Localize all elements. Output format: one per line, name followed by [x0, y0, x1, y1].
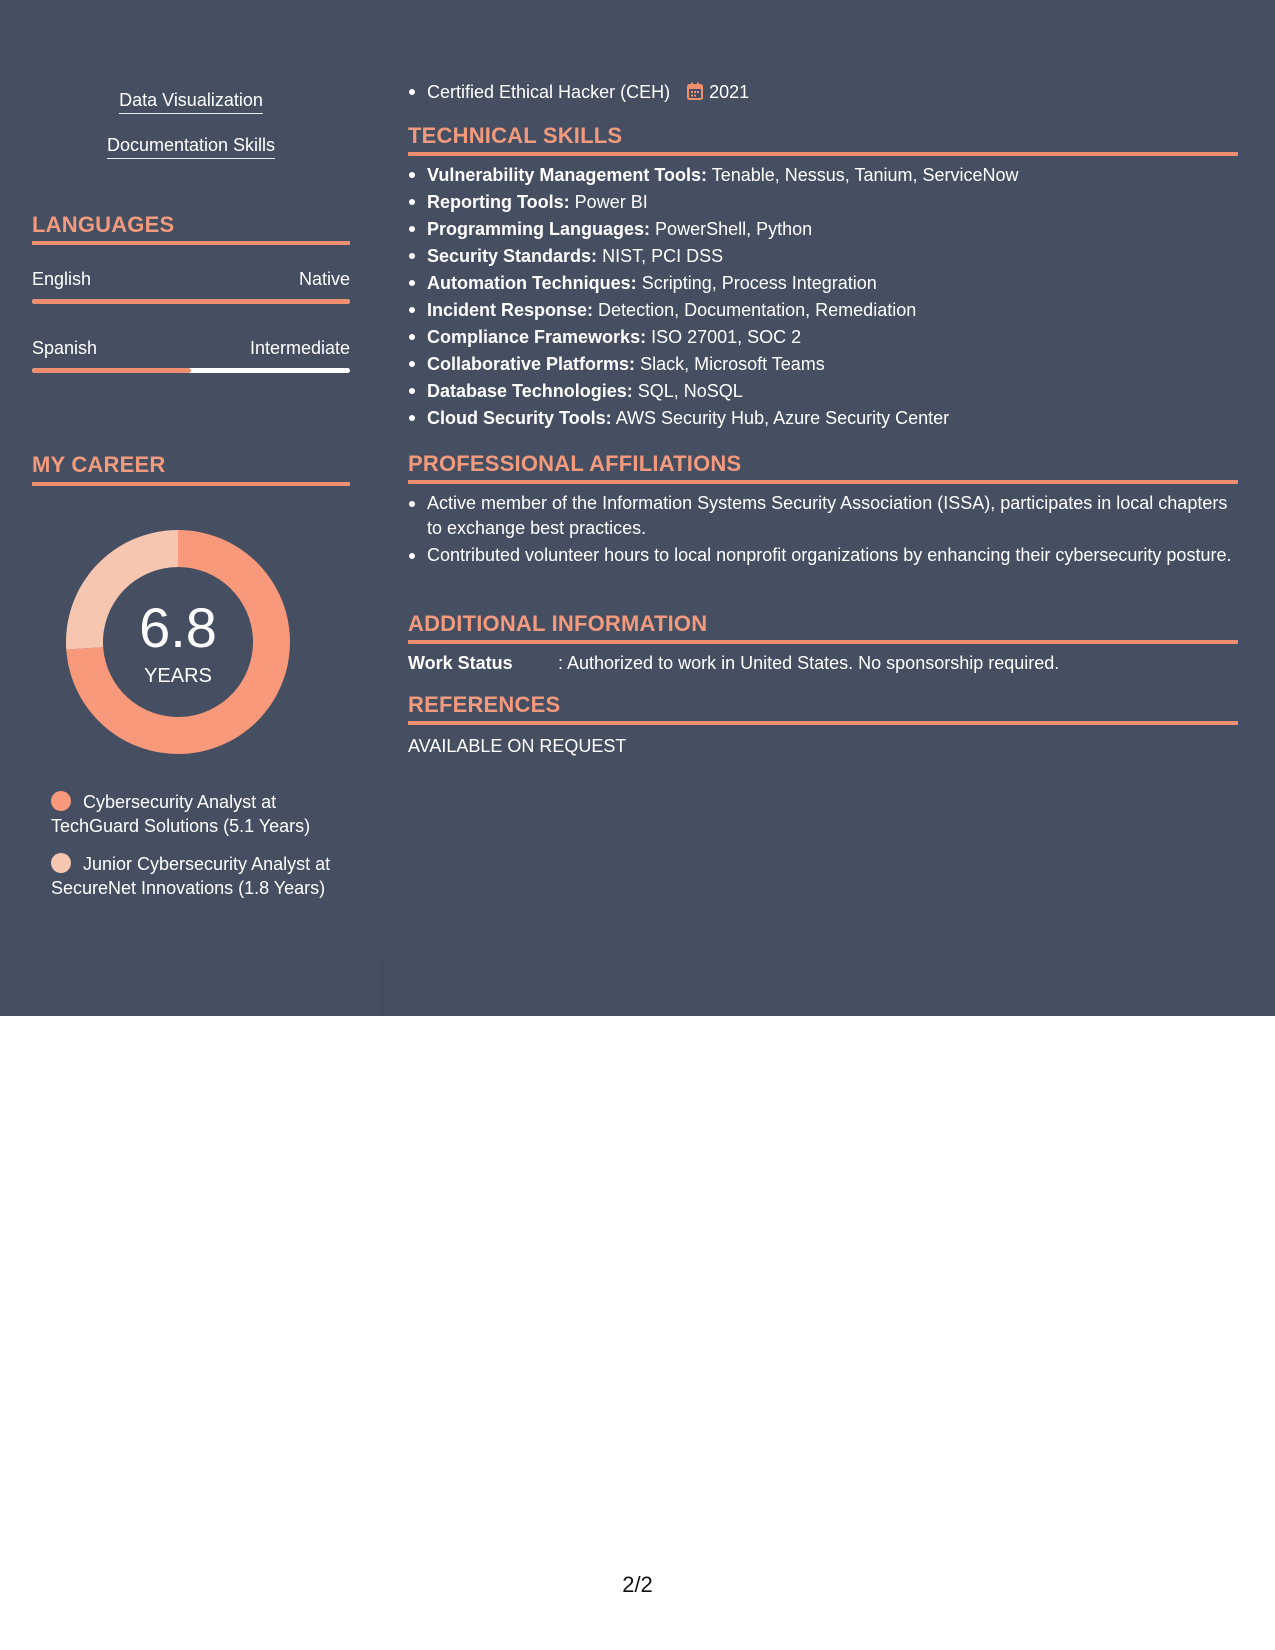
- page-number: 2/2: [622, 1572, 653, 1597]
- technical-skills-list: [408, 162, 1238, 432]
- work-status-label: Work Status: [408, 653, 513, 673]
- list-item: Vulnerability Management Tools: Tenable, Nessus, Tanium, ServiceNow: [427, 162, 1238, 189]
- list-item: Programming Languages: PowerShell, Python: [427, 216, 1238, 243]
- language-proficiency-fill: [32, 368, 191, 373]
- language-proficiency-bar: [32, 299, 350, 304]
- certification-list: [408, 79, 1238, 105]
- skill-item: Documentation Skills: [32, 134, 350, 159]
- certification-item: [427, 79, 1238, 105]
- career-total-unit: YEARS: [144, 665, 212, 687]
- section-rule: [408, 480, 1238, 484]
- technical-skills-title: TECHNICAL SKILLS: [408, 123, 623, 148]
- career-title: MY CAREER: [32, 452, 166, 477]
- skill-item: Data Visualization: [32, 89, 350, 114]
- column-divider: [382, 960, 383, 1016]
- affiliations-list: [408, 491, 1238, 570]
- references-title: REFERENCES: [408, 692, 561, 717]
- list-item: Compliance Frameworks: ISO 27001, SOC 2: [427, 324, 1238, 351]
- section-rule: [408, 640, 1238, 644]
- language-row: [32, 268, 350, 290]
- list-item: Security Standards: NIST, PCI DSS: [427, 243, 1238, 270]
- languages-title: LANGUAGES: [32, 212, 175, 237]
- language-level: Native: [298, 269, 350, 289]
- language-proficiency-bar: [32, 368, 350, 373]
- language-level: Intermediate: [249, 338, 350, 358]
- certification-name: Certified Ethical Hacker (CEH): [427, 82, 671, 102]
- section-rule: [32, 241, 350, 245]
- additional-info-title: ADDITIONAL INFORMATION: [408, 611, 708, 636]
- legend-dot-icon: [51, 853, 71, 873]
- list-item: Database Technologies: SQL, NoSQL: [427, 378, 1238, 405]
- list-item: Collaborative Platforms: Slack, Microsoft Teams: [427, 351, 1238, 378]
- list-item: Reporting Tools: Power BI: [427, 189, 1238, 216]
- legend-dot-icon: [51, 791, 71, 811]
- certification-year: 2021: [709, 82, 750, 102]
- section-rule: [32, 482, 350, 486]
- career-legend-item: Junior Cybersecurity Analyst at SecureNet Innovations (1.8 Years): [51, 854, 331, 898]
- list-item: Active member of the Information Systems Security Association (ISSA), participates in local chapters to exchange best practices.: [427, 491, 1238, 541]
- language-name: Spanish: [32, 338, 98, 358]
- section-rule: [408, 152, 1238, 156]
- list-item: Contributed volunteer hours to local nonprofit organizations by enhancing their cybersecurity posture.: [427, 543, 1238, 568]
- language-name: English: [32, 269, 92, 289]
- section-rule: [408, 721, 1238, 725]
- language-row: [32, 337, 350, 359]
- affiliations-title: PROFESSIONAL AFFILIATIONS: [408, 451, 742, 476]
- references-text: AVAILABLE ON REQUEST: [408, 736, 627, 756]
- work-status-value: : Authorized to work in United States. No sponsorship required.: [558, 653, 1060, 673]
- career-total-value: 6.8: [139, 596, 217, 659]
- calendar-icon: [687, 82, 703, 100]
- list-item: Cloud Security Tools: AWS Security Hub, Azure Security Center: [427, 405, 1238, 432]
- career-legend-item: Cybersecurity Analyst at TechGuard Solutions (5.1 Years): [51, 792, 311, 836]
- list-item: Incident Response: Detection, Documentation, Remediation: [427, 297, 1238, 324]
- language-proficiency-fill: [32, 299, 350, 304]
- list-item: Automation Techniques: Scripting, Process Integration: [427, 270, 1238, 297]
